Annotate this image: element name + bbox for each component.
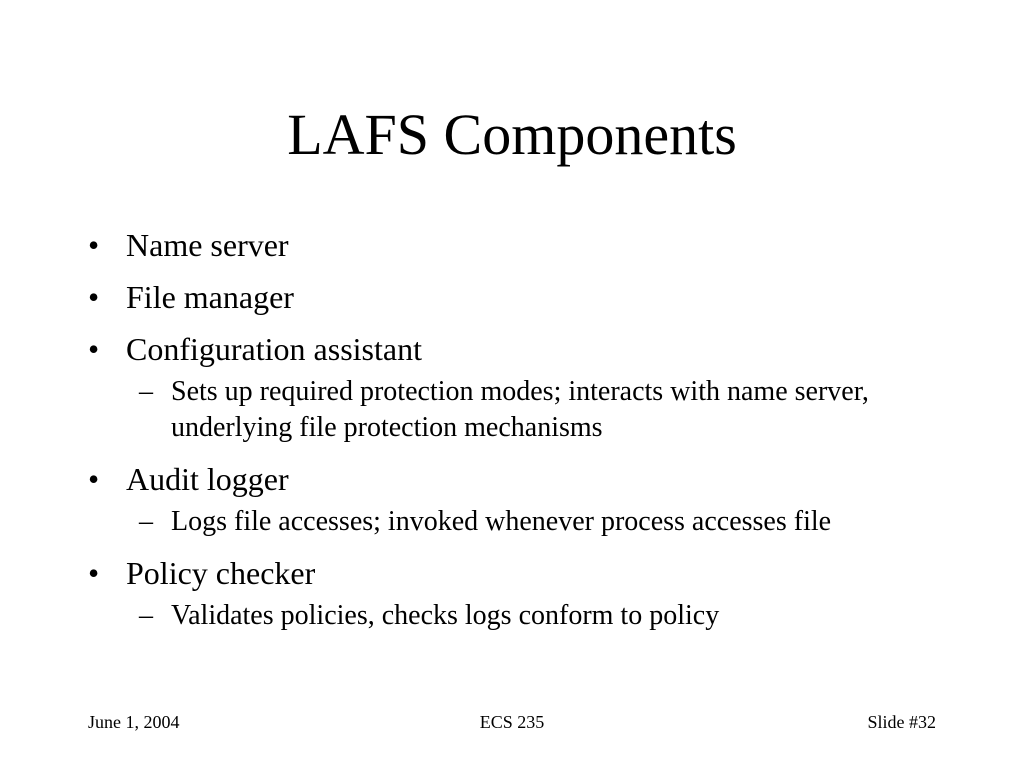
bullet-text: Name server (126, 227, 289, 263)
bullet-list (84, 226, 944, 648)
sub-bullet-text: Logs file accesses; invoked whenever process accesses file (171, 506, 832, 537)
bullet-text: Audit logger (126, 461, 289, 497)
bullet-marker: • (88, 227, 100, 263)
sub-bullet-text: Validates policies, checks logs conform to policy (171, 600, 720, 631)
bullet-item (84, 278, 944, 316)
footer-course: ECS 235 (479, 712, 545, 732)
sub-bullet-marker: – (139, 376, 153, 407)
bullet-marker: • (88, 555, 100, 591)
sub-bullet-marker: – (139, 600, 153, 631)
sub-bullet-text: Sets up required protection modes; interacts with name server, underlying file protection mechanisms (171, 376, 869, 443)
bullet-text: Policy checker (126, 555, 316, 591)
sub-bullet-list (126, 598, 944, 634)
footer-slide-number: Slide #32 (867, 712, 936, 732)
sub-bullet-item (126, 598, 944, 634)
bullet-marker: • (88, 331, 100, 367)
sub-bullet-item (126, 504, 944, 540)
sub-bullet-list (126, 504, 944, 540)
bullet-marker: • (88, 279, 100, 315)
slide-title: LAFS Components (287, 102, 737, 167)
bullet-item (84, 460, 944, 540)
sub-bullet-marker: – (139, 506, 153, 537)
sub-bullet-list (126, 374, 944, 446)
bullet-item (84, 554, 944, 634)
bullet-item (84, 330, 944, 446)
bullet-marker: • (88, 461, 100, 497)
sub-bullet-item (126, 374, 944, 446)
bullet-item (84, 226, 944, 264)
bullet-text: File manager (126, 279, 294, 315)
bullet-text: Configuration assistant (126, 331, 422, 367)
footer-date: June 1, 2004 (88, 712, 180, 732)
